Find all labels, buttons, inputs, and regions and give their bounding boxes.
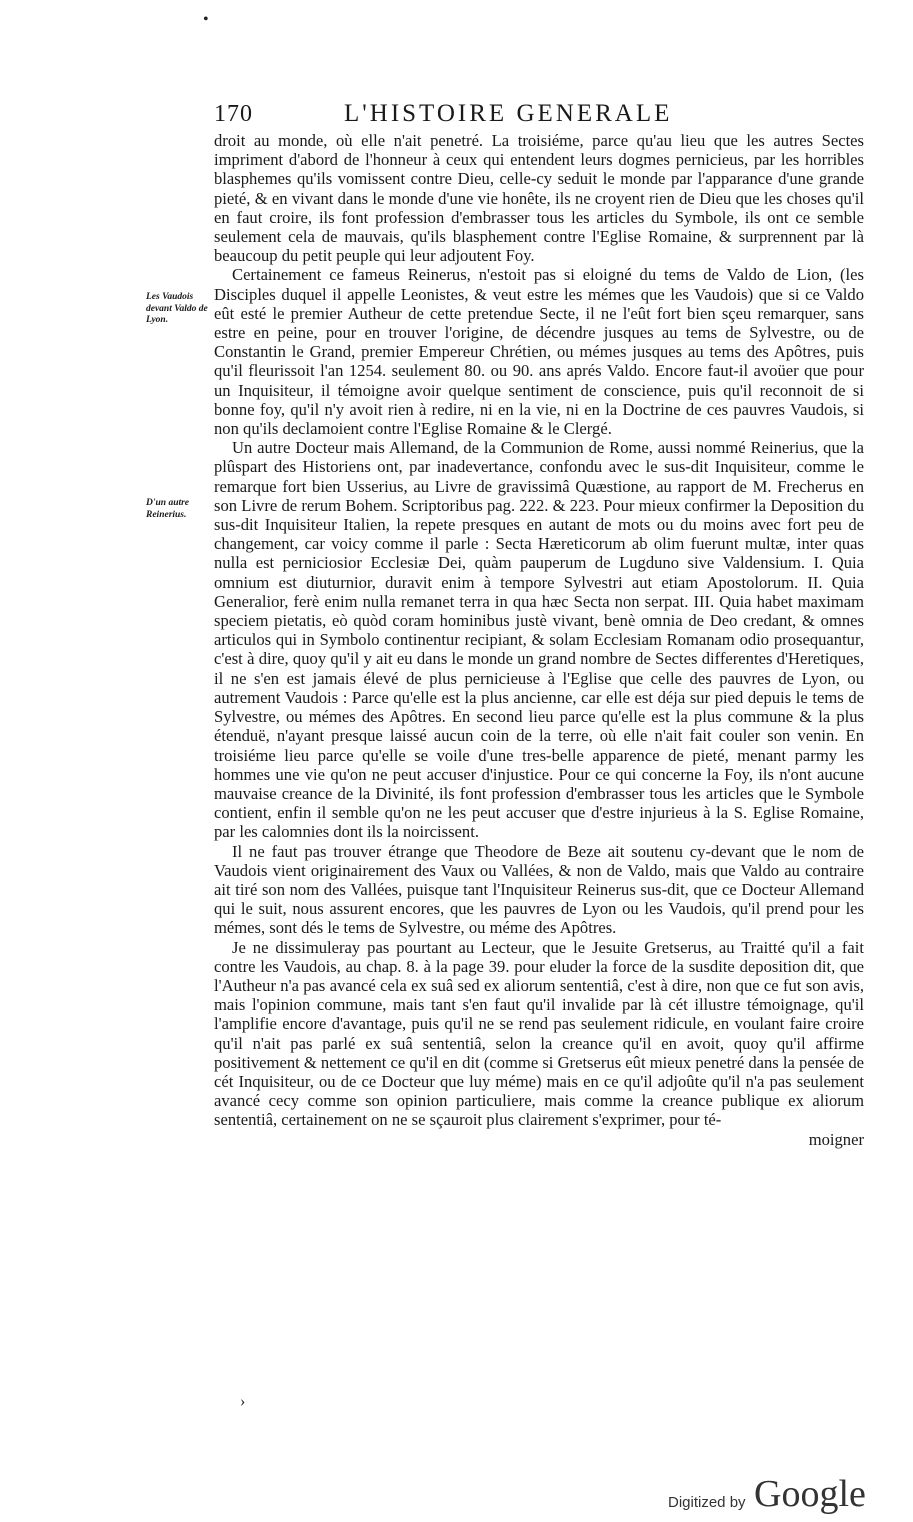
paragraph: Il ne faut pas trouver étrange que Theodore de Beze ait soutenu cy-devant que le nom de Vaudois vient originairement des Vaux ou Vallées, & non de Valdo, mais que Valdo au contraire ait tiré son nom des Vallées, puisque tant l'Inquisiteur Reinerus sus-dit, que ce Docteur Allemand qui le suit, nous assurent encores, que les pauvres de Lyon ou les Vaudois, qu'il prend pour les mémes, sont dés le tems de Sylvestre, ou méme des Apôtres.	[214, 841, 864, 938]
paragraph: Je ne dissimuleray pas pourtant au Lecteur, que le Jesuite Gretserus, au Traitté qu'il a fait contre les Vaudois, au chap. 8. à la page 39. pour eluder la force de la susdite deposition dit, que l'Autheur n'a pas avancé cela ex suâ sed ex aliorum sententiâ, c'est à dire, non que ce fut son avis, mais l'opinion commune, mais tant s'en faut qu'il invalide par là cét illustre témoignage, qu'il l'amplifie encore d'avantage, puis qu'il ne se rend pas seulement ridicule, en voulant faire croire qu'il n'ait pas parlé ex suâ sententiâ, selon la creance qu'il en avoit, quoy qu'il affirme positivement & nettement ce qu'il en dit (comme si Gretserus eût mieux penetré dans la pensée de cét Inquisiteur, ou de ce Docteur que luy méme) mais en ce qu'il adjoûte qu'il n'a pas seulement avancé cecy comme son opinion particuliere, mais comme la creance publique ex aliorum sententiâ, certainement on ne se sçauroit plus clairement s'exprimer, pour té-	[214, 937, 864, 1130]
paragraph: Certainement ce fameus Reinerus, n'estoit pas si eloigné du tems de Valdo de Lion, (les Disciples duquel il appelle Leonistes, & veut estre les mémes que les Vaudois) que si ce Valdo eût esté le premier Autheur de cette pretendue Secte, il ne l'eût fort bien sçeu remarquer, sans estre en peine, pour en trouver l'origine, de décendre jusques au tems de Sylvestre, ou de Constantin le Grand, premier Empereur Chrétien, ou mémes jusques au tems des Apôtres, puis qu'il fleurissoit l'an 1254. seulement 80. ou 90. ans aprés Valdo. Encore faut-il avoüer que pour un Inquisiteur, il témoigne avoir quelque sentiment de conscience, puis qu'il reconnoit de si bonne foy, qu'il n'y avoit rien à redire, ni en la vie, ni en la Doctrine de ces pauvres Vaudois, si non qu'ils declamoient contre l'Eglise Romaine & le Clergé.	[214, 265, 864, 439]
catchword: moigner	[808, 1129, 864, 1149]
paragraph: droit au monde, où elle n'ait penetré. La troisiéme, parce qu'au lieu que les autres Sectes impriment d'abord de l'honneur à ceux qui entendent leurs dogmes pernicieus, par les horribles blasphemes qu'ils vomissent contre Dieu, celle-cy seduit le monde par l'apparance d'une grande pieté, & en vivant dans le monde d'une vie honête, ils ne croyent rien de Dieu que les choses qu'il en faut croire, ils font profession d'embrasser tous les articles du Symbole, ils ont ce semble seulement cela de mauvais, qu'ils blasphement contre l'Eglise Romaine, & surprennent par là beaucoup du petit peuple qui leur adjoutent Foy.	[214, 131, 864, 266]
running-header	[214, 100, 874, 128]
watermark-prefix: Digitized by	[668, 1494, 746, 1511]
google-logo: Google	[754, 1473, 866, 1515]
page-number: 170	[214, 101, 253, 127]
marginal-note: D'un autre Reinerius.	[146, 498, 190, 520]
page-body-text	[214, 131, 864, 1149]
google-watermark	[668, 1473, 900, 1518]
running-title: L'HISTOIRE GENERALE	[344, 100, 673, 127]
marginal-note: Les Vaudois devant Valdo de Lyon.	[146, 292, 208, 325]
scan-speck: ›	[240, 1393, 246, 1410]
paragraph: Un autre Docteur mais Allemand, de la Communion de Rome, aussi nommé Reinerius, que la plûspart des Historiens ont, par inadevertance, confondu avec le sus-dit Inquisiteur, comme le remarque fort bien Usserius, au Livre de gravissimâ Quæstione, au rapport de M. Frecherus en son Livre de rerum Bohem. Scriptoribus pag. 222. & 223. Pour mieux confirmer la Deposition du sus-dit Inquisiteur Italien, la repete presques en autant de mots ou du moins avec fort peu de changement, car voicy comme il parle : Secta Hæreticorum ab olim fuerunt multæ, inter quas nulla est perniciosior Ecclesiæ Dei, quàm pauperum de Lugduno sive Valdensium. I. Quia omnium est diuturnior, duravit enim à tempore Sylvestri aut etiam Apostolorum. II. Quia Generalior, ferè enim nulla remanet terra in qua hæc Secta non serpat. III. Quia habet maximam speciem pietatis, eò quòd coram hominibus justè vivant, benè omnia de Deo credant, & omnes articulos qui in Symbolo continentur recipiant, & solam Ecclesiam Romanam odio prosequantur, c'est à dire, quoy qu'il y ait eu dans le monde un grand nombre de Sectes differentes d'Heretiques, il ne s'en est jamais élevé de plus pernicieuse à l'Eglise que celle des pauvres de Lyon, ou autrement Vaudois : Parce qu'elle est la plus ancienne, car elle est déja sur pied depuis le tems de Sylvestre, ou mémes des Apôtres. En second lieu parce qu'elle est la plus commune & la plus étenduë, n'ayant presque laissé aucun coin de la terre, où elle n'ait fait couler son venin. En troisiéme lieu parce qu'elle se voile d'une tres-belle apparence de pieté, menant parmy les hommes une vie qu'on ne peut accuser d'injustice. Pour ce qui concerne la Foy, ils n'ont aucune mauvaise creance de la Divinité, ils font profession d'embrasser tous les articles que le Symbole contient, enfin il semble qu'on ne les peut accuser que d'estre injurieus à la S. Eglise Romaine, par les calomnies dont ils la noircissent.	[214, 438, 864, 842]
scan-speck: •	[203, 11, 209, 28]
